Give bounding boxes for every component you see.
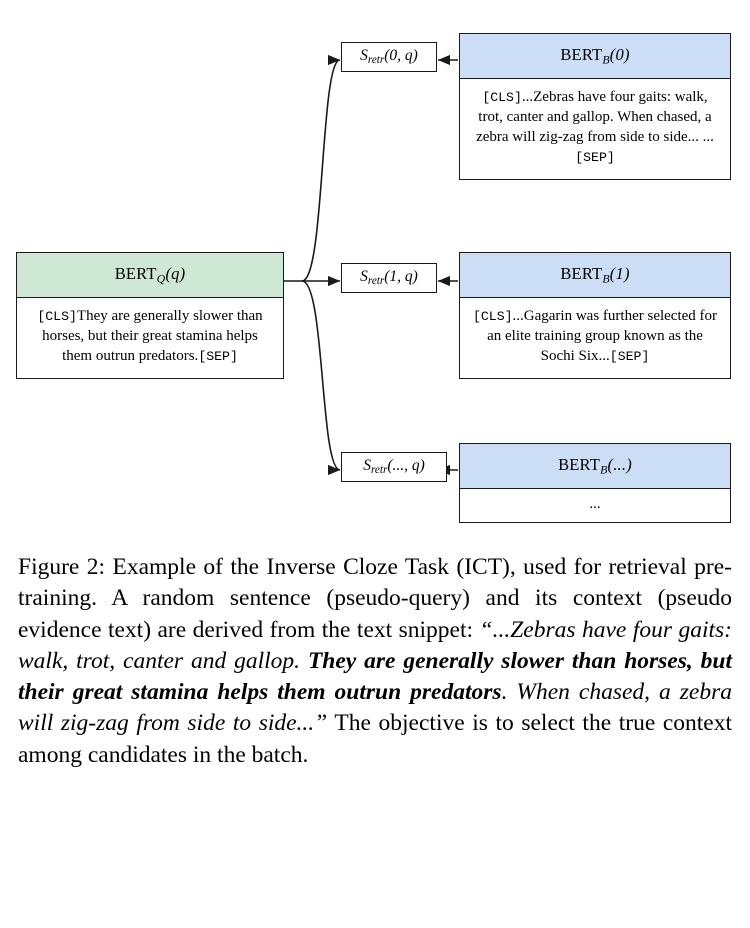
query-encoder-box xyxy=(16,252,284,379)
score-arg-0: (0, q) xyxy=(384,47,418,64)
score-symbol-0: S xyxy=(360,47,368,64)
query-sentence: They are generally slower than horses, but their great stamina helps them outrun predators. xyxy=(42,308,263,364)
query-cls-token: [CLS] xyxy=(37,309,77,325)
score-box-0 xyxy=(341,42,437,72)
query-encoder-arg: (q) xyxy=(165,264,186,283)
block-encoder-box-0 xyxy=(459,33,731,180)
block-encoder-box-n xyxy=(459,443,731,523)
block-text-0 xyxy=(460,79,730,178)
caption-label: Figure 2: xyxy=(18,554,106,580)
score-box-n xyxy=(341,452,447,482)
block-text-n xyxy=(460,489,730,522)
caption-quote-bold: They are generally slower than horses, but their great stamina helps them outrun predators xyxy=(18,647,733,705)
query-text xyxy=(17,298,283,377)
caption-part2: The objective is to select the true context among candidates in the batch. xyxy=(18,710,732,768)
query-encoder-name: BERT xyxy=(114,264,157,283)
block-encoder-arg-0: (0) xyxy=(609,45,630,64)
block-lead-ellipsis-1: ... xyxy=(512,308,524,325)
block-sentence-1: Gagarin was further selected for an elite training group known as the Sochi Six... xyxy=(487,308,718,364)
block-encoder-name-n: BERT xyxy=(558,455,601,474)
block-sep-token-0: [SEP] xyxy=(575,149,615,165)
score-arg-1: (1, q) xyxy=(384,268,418,285)
block-encoder-subscript-n: B xyxy=(600,462,608,477)
score-subscript-0: retr xyxy=(367,54,385,67)
block-encoder-header-0 xyxy=(460,34,730,79)
score-subscript-1: retr xyxy=(367,275,385,288)
block-sentence-n: ... xyxy=(589,496,601,513)
caption-part1: Example of the Inverse Cloze Task (ICT), used for retrieval pre-training. A random sentence (pseudo-query) and its context (pseudo evidence text) are derived from the text snippet: xyxy=(18,554,732,643)
block-encoder-box-1 xyxy=(459,252,731,379)
score-box-1 xyxy=(341,263,437,293)
caption-quote-mid: . When chased, a zebra will zig-zag from side to side...” xyxy=(18,679,733,737)
caption-quote-open: “...Zebras have four gaits: walk, trot, canter and gallop. xyxy=(18,616,732,674)
block-encoder-arg-1: (1) xyxy=(609,264,630,283)
block-encoder-name-0: BERT xyxy=(560,45,603,64)
block-lead-ellipsis-0: ... xyxy=(521,89,534,106)
query-encoder-subscript: Q xyxy=(156,271,166,286)
block-text-1 xyxy=(460,298,730,377)
score-symbol-n: S xyxy=(363,457,371,474)
block-encoder-arg-n: (...) xyxy=(607,455,632,474)
block-sep-token-1: [SEP] xyxy=(609,348,650,364)
block-cls-token-0: [CLS] xyxy=(482,90,522,106)
query-encoder-header xyxy=(17,253,283,298)
block-encoder-header-n xyxy=(460,444,730,489)
block-encoder-header-1 xyxy=(460,253,730,298)
block-tail-ellipsis-0: ... xyxy=(702,128,714,145)
block-encoder-subscript-0: B xyxy=(602,52,610,67)
block-encoder-subscript-1: B xyxy=(602,271,610,286)
block-cls-token-1: [CLS] xyxy=(472,309,513,325)
block-sentence-0: Zebras have four gaits: walk, trot, canter and gallop. When chased, a zebra will zig-zag from side to side... xyxy=(476,89,712,145)
block-encoder-name-1: BERT xyxy=(560,264,603,283)
score-symbol-1: S xyxy=(360,268,368,285)
score-arg-n: (..., q) xyxy=(387,457,425,474)
score-subscript-n: retr xyxy=(370,464,388,477)
query-sep-token: [SEP] xyxy=(198,348,238,364)
figure-caption xyxy=(18,552,732,771)
